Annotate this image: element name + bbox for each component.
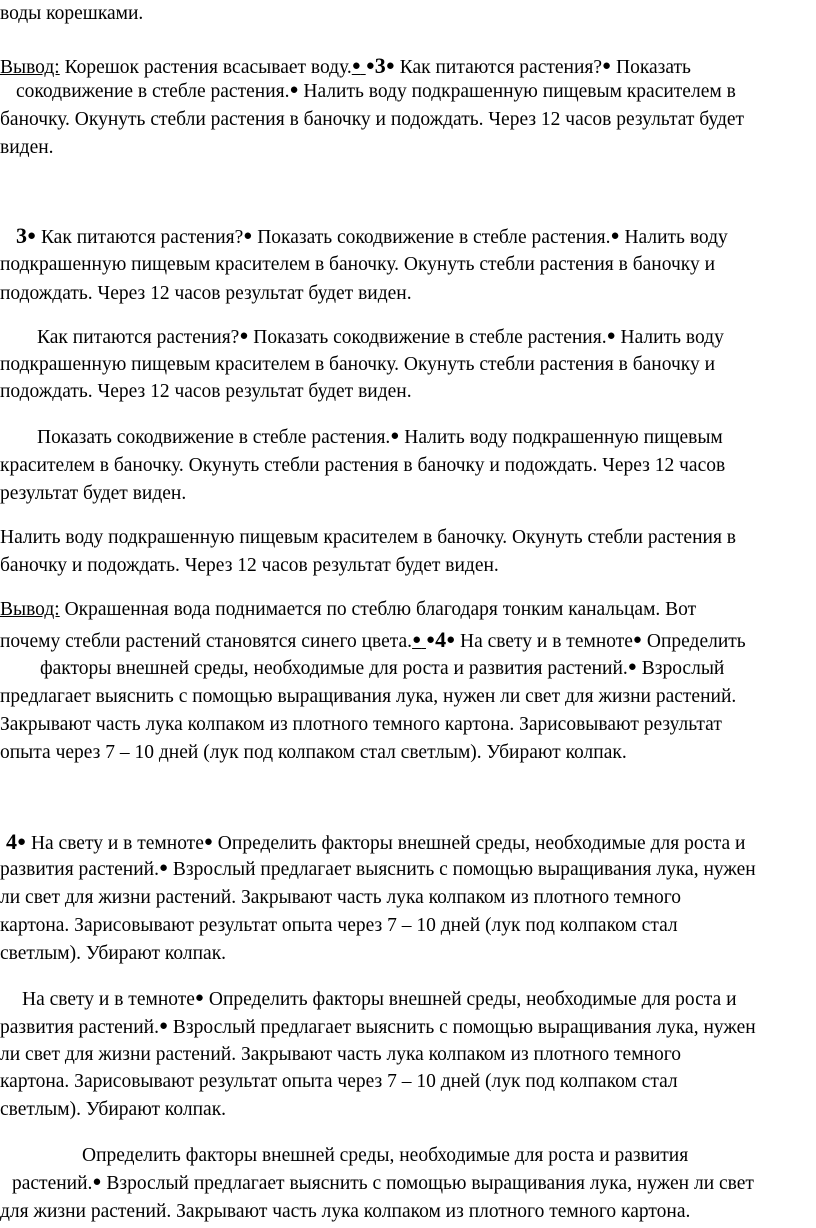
paragraph-text: для жизни растений. Закрывают часть лука колпаком из плотного темного картона. xyxy=(0,1201,691,1222)
paragraph-text: Показать сокодвижение в стебле растения. xyxy=(252,227,611,248)
paragraph-text: Взрослый xyxy=(636,658,725,679)
text-line xyxy=(37,326,724,351)
text-line xyxy=(0,942,226,966)
bullet-icon: ● xyxy=(17,834,27,850)
bullet-icon: ● xyxy=(602,58,612,74)
paragraph-text: подождать. Через 12 часов результат будет виден. xyxy=(0,381,412,402)
paragraph-text: сокодвижение в стебле растения. xyxy=(16,81,290,102)
paragraph-text: ли свет для жизни растений. Закрывают часть лука колпаком из плотного темного xyxy=(0,887,682,908)
bullet-icon: ● xyxy=(239,328,249,344)
text-line xyxy=(0,136,54,160)
bullet-icon: ● xyxy=(243,228,253,244)
paragraph-text: Как питаются растения? xyxy=(37,327,240,348)
paragraph-text: Определить факторы внешней среды, необходимые для роста и xyxy=(212,833,746,854)
text-line xyxy=(0,598,696,622)
bullet-icon: ● xyxy=(365,58,375,74)
bullet-icon: ● xyxy=(158,860,169,876)
text-line xyxy=(16,80,736,105)
item-number: 4 xyxy=(435,627,447,652)
text-line xyxy=(0,741,627,765)
text-line xyxy=(6,830,745,857)
paragraph-text: растений. xyxy=(12,1173,93,1194)
text-line xyxy=(0,685,736,709)
paragraph-text: Закрывают часть лука колпаком из плотного темного картона. Зарисовывают результат xyxy=(0,714,722,735)
text-line xyxy=(0,454,725,478)
item-number: 4 xyxy=(6,829,17,854)
text-line xyxy=(0,1098,226,1122)
paragraph-text: Налить воду xyxy=(619,227,728,248)
bullet-icon: ● xyxy=(92,1174,102,1190)
bullet-icon: ● xyxy=(27,228,37,244)
paragraph-text: Налить воду xyxy=(615,327,724,348)
bullet-icon: ● xyxy=(289,82,299,98)
paragraph-text: результат будет виден. xyxy=(0,483,187,504)
text-line xyxy=(0,482,186,506)
paragraph-text: Корешок растения всасывает воду. xyxy=(59,57,352,78)
bullet-icon: ● xyxy=(351,58,361,74)
text-line xyxy=(0,253,715,277)
text-line xyxy=(0,380,412,404)
bullet-icon: ● xyxy=(610,228,620,244)
text-line xyxy=(40,657,724,682)
paragraph-text: Как питаются растения? xyxy=(394,57,603,78)
text-line xyxy=(37,426,723,451)
conclusion-label: Вывод: xyxy=(0,57,60,78)
paragraph-text: подкрашенную пищевым красителем в баночку. Окунуть стебли растения в баночку и xyxy=(0,254,716,275)
paragraph-text: развития растений. xyxy=(0,1017,159,1038)
text-line xyxy=(0,353,715,377)
paragraph-text: развития растений. xyxy=(0,859,159,880)
paragraph-text: Окрашенная вода поднимается по стеблю благодаря тонким канальцам. Вот xyxy=(59,599,697,620)
item-number: 3 xyxy=(374,53,386,78)
paragraph-text: опыта через 7 – 10 дней (лук под колпаком стал светлым). Убирают колпак. xyxy=(0,742,627,763)
bullet-icon: ● xyxy=(385,58,395,74)
bullet-icon: ● xyxy=(194,990,204,1006)
text-line xyxy=(0,1200,690,1224)
bullet-icon: ● xyxy=(203,834,213,850)
text-line xyxy=(16,224,728,251)
paragraph-text: почему стебли растений становятся синего цвета. xyxy=(0,631,413,652)
paragraph-text: Показать xyxy=(611,57,691,78)
item-number: 3 xyxy=(16,223,27,248)
paragraph-text: красителем в баночку. Окунуть стебли растения в баночку и подождать. Через 12 часов xyxy=(0,455,726,476)
text-line xyxy=(0,2,143,26)
bullet-icon: ● xyxy=(627,659,637,675)
paragraph-text: баночку и подождать. Через 12 часов результат будет виден. xyxy=(0,555,499,576)
paragraph-text: Взрослый предлагает выяснить с помощью выращивания лука, нужен xyxy=(168,1017,756,1038)
text-line xyxy=(82,1144,688,1168)
paragraph-text: Взрослый предлагает выяснить с помощью выращивания лука, нужен xyxy=(168,859,756,880)
text-line xyxy=(0,108,744,132)
paragraph-text: факторы внешней среды, необходимые для роста и развития растений. xyxy=(40,658,628,679)
bullet-icon: ● xyxy=(446,632,456,648)
paragraph-text: Определить факторы внешней среды, необходимые для роста и xyxy=(203,989,737,1010)
paragraph-text: предлагает выяснить с помощью выращивания лука, нужен ли свет для жизни растений. xyxy=(0,686,737,707)
paragraph-text: Определить xyxy=(641,631,746,652)
text-line xyxy=(0,914,678,938)
paragraph-text: светлым). Убирают колпак. xyxy=(0,1099,227,1120)
paragraph-text: Показать сокодвижение в стебле растения. xyxy=(248,327,607,348)
paragraph-text: Налить воду подкрашенную пищевым красителем в xyxy=(298,81,736,102)
paragraph-text: Налить воду подкрашенную пищевым xyxy=(399,427,723,448)
paragraph-text: воды корешками. xyxy=(0,3,144,24)
text-line xyxy=(0,628,746,655)
bullet-icon: ● xyxy=(426,632,436,648)
bullet-icon: ● xyxy=(390,428,400,444)
paragraph-text: На свету и в темноте xyxy=(26,833,204,854)
paragraph-text: подождать. Через 12 часов результат будет виден. xyxy=(0,283,412,304)
text-line xyxy=(0,554,499,578)
text-line xyxy=(0,526,736,550)
paragraph-text: На свету и в темноте xyxy=(455,631,633,652)
bullet-icon: ● xyxy=(632,632,642,648)
text-line xyxy=(0,1070,678,1094)
text-line xyxy=(0,713,722,737)
paragraph-text: картона. Зарисовывают результат опыта через 7 – 10 дней (лук под колпаком стал xyxy=(0,915,678,936)
paragraph-text: Взрослый предлагает выяснить с помощью выращивания лука, нужен ли свет xyxy=(101,1173,754,1194)
bullet-icon: ● xyxy=(606,328,616,344)
bullet-icon: ● xyxy=(158,1018,169,1034)
paragraph-text: Налить воду подкрашенную пищевым красителем в баночку. Окунуть стебли растения в xyxy=(0,527,737,548)
conclusion-label: Вывод: xyxy=(0,599,60,620)
text-line xyxy=(0,54,691,81)
paragraph-text: картона. Зарисовывают результат опыта через 7 – 10 дней (лук под колпаком стал xyxy=(0,1071,678,1092)
text-line xyxy=(0,1043,681,1067)
paragraph-text: На свету и в темноте xyxy=(22,989,195,1010)
text-line xyxy=(0,886,681,910)
paragraph-text: Как питаются растения? xyxy=(36,227,244,248)
paragraph-text: виден. xyxy=(0,137,54,158)
paragraph-text: ли свет для жизни растений. Закрывают часть лука колпаком из плотного темного xyxy=(0,1044,682,1065)
text-line xyxy=(0,1016,756,1041)
paragraph-text: Показать сокодвижение в стебле растения. xyxy=(37,427,391,448)
text-line xyxy=(22,988,737,1013)
paragraph-text: светлым). Убирают колпак. xyxy=(0,943,227,964)
paragraph-text: подкрашенную пищевым красителем в баночку. Окунуть стебли растения в баночку и xyxy=(0,354,716,375)
paragraph-text: Определить факторы внешней среды, необходимые для роста и развития xyxy=(82,1145,689,1166)
bullet-icon: ● xyxy=(412,632,422,648)
text-line xyxy=(12,1172,754,1197)
text-line xyxy=(0,858,756,883)
paragraph-text: баночку. Окунуть стебли растения в баночку и подождать. Через 12 часов результат будет xyxy=(0,109,745,130)
text-line xyxy=(0,282,412,306)
